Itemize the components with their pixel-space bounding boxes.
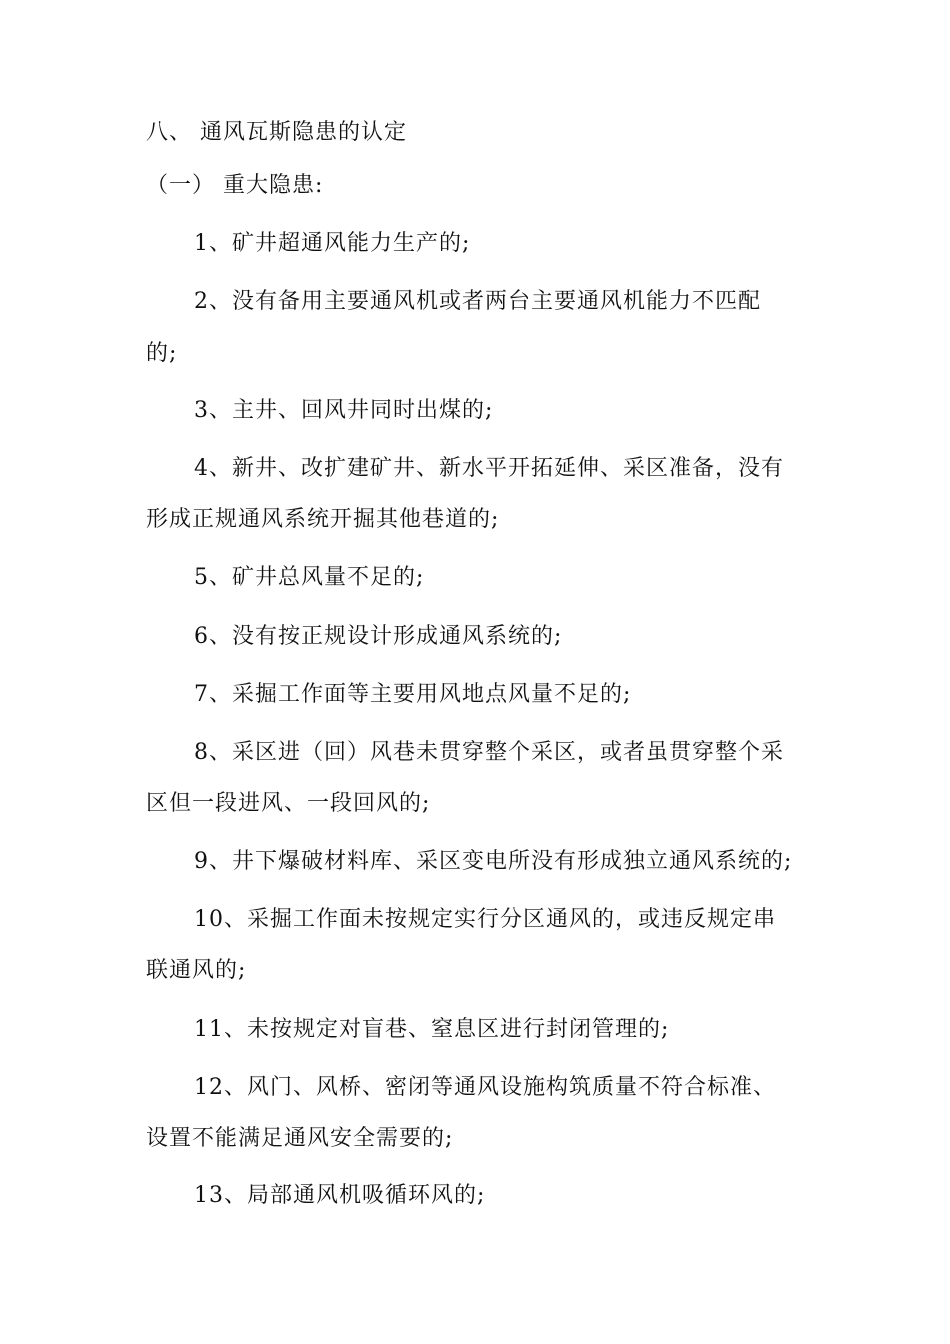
list-item-6: 6、没有按正规设计形成通风系统的; xyxy=(194,624,563,649)
list-item-10-continuation: 联通风的; xyxy=(146,958,247,983)
list-item-12: 12、风门、风桥、密闭等通风设施构筑质量不符合标准、 xyxy=(194,1075,776,1100)
list-item-9: 9、井下爆破材料库、采区变电所没有形成独立通风系统的; xyxy=(194,849,793,874)
list-item-7: 7、采掘工作面等主要用风地点风量不足的; xyxy=(194,682,632,707)
list-item-12-continuation: 设置不能满足通风安全需要的; xyxy=(146,1126,454,1151)
list-item-8: 8、采区进（回）风巷未贯穿整个采区，或者虽贯穿整个采 xyxy=(194,740,784,765)
list-item-4: 4、新井、改扩建矿井、新水平开拓延伸、采区准备，没有 xyxy=(194,456,784,481)
subsection-title: （一） 重大隐患: xyxy=(146,173,324,198)
list-item-3: 3、主井、回风井同时出煤的; xyxy=(194,398,494,423)
list-item-8-continuation: 区但一段进风、一段回风的; xyxy=(146,791,431,816)
list-item-2-continuation: 的; xyxy=(146,341,178,366)
list-item-13: 13、局部通风机吸循环风的; xyxy=(194,1183,486,1208)
section-title: 八、 通风瓦斯隐患的认定 xyxy=(146,120,407,145)
list-item-2: 2、没有备用主要通风机或者两台主要通风机能力不匹配 xyxy=(194,289,761,314)
list-item-5: 5、矿井总风量不足的; xyxy=(194,565,425,590)
list-item-11: 11、未按规定对盲巷、窒息区进行封闭管理的; xyxy=(194,1017,670,1042)
list-item-4-continuation: 形成正规通风系统开掘其他巷道的; xyxy=(146,507,500,532)
list-item-1: 1、矿井超通风能力生产的; xyxy=(194,231,471,256)
list-item-10: 10、采掘工作面未按规定实行分区通风的，或违反规定串 xyxy=(194,907,776,932)
